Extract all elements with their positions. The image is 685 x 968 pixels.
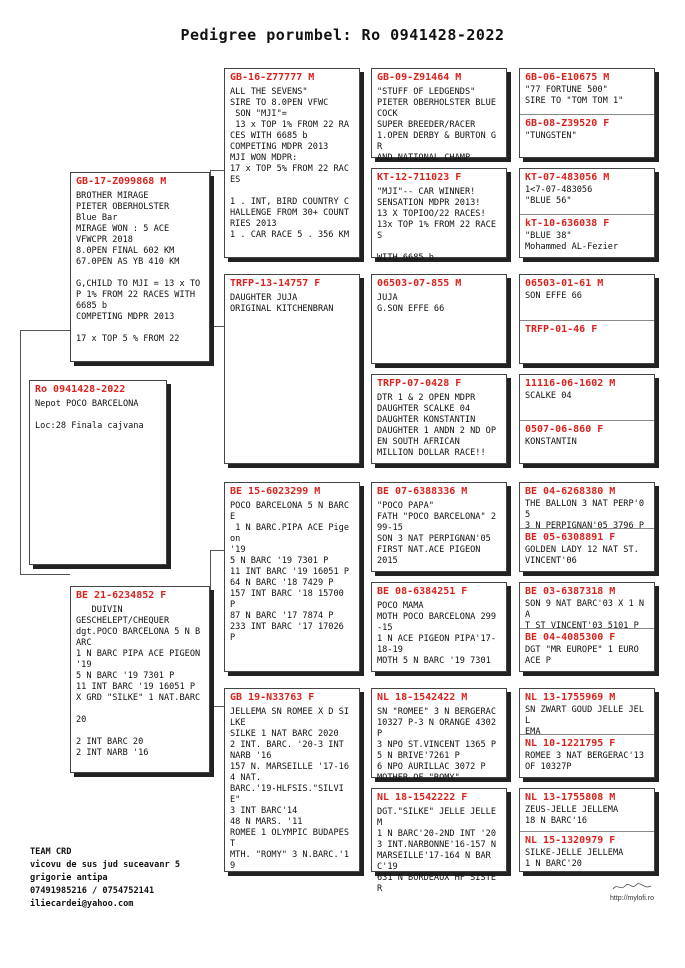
grandparent-ring: TRFP-13-14757 F — [230, 278, 321, 289]
gg-grandparent-info: SILKE-JELLE JELLEMA 1 N BARC'20 — [525, 848, 624, 869]
breeder-contact: TEAM CRD vicovu de sus jud suceavanr 5 grigorie antipa 07491985216 / 0754752141 iliecardei@yahoo.com — [30, 847, 181, 909]
gg-grandparent-pair — [519, 274, 655, 364]
gg-grandparent-pair — [519, 68, 655, 158]
gg-grandparent-info: SCALKE 04 — [525, 391, 572, 401]
gg-grandparent-ring: 0507-06-860 F — [525, 424, 604, 435]
great-grandparent-ring: TRFP-07-0428 F — [377, 378, 462, 389]
great-grandparent-ring: KT-12-711023 F — [377, 172, 462, 183]
subject-card[interactable] — [29, 380, 167, 565]
gg-grandparent-sire[interactable] — [520, 169, 654, 214]
gg-grandparent-sire[interactable] — [520, 483, 654, 531]
gg-grandparent-sire[interactable] — [520, 689, 654, 737]
gg-grandparent-ring: KT-07-483056 M — [525, 172, 610, 183]
gg-grandparent-ring: NL 13-1755969 M — [525, 692, 616, 703]
gg-grandparent-ring: BE 05-6308891 F — [525, 532, 616, 543]
great-grandparent-card[interactable] — [371, 582, 507, 672]
dam-ring: BE 21-6234852 F — [76, 590, 167, 601]
watermark-url: http://mylofi.ro — [610, 895, 654, 902]
gg-grandparent-info: THE BALLON 3 NAT PERP'05 3 N PERPIGNAN'05 3796 P — [525, 499, 644, 531]
subject-ring: Ro 0941428-2022 — [35, 384, 126, 395]
gg-grandparent-ring: BE 04-4085300 F — [525, 632, 616, 643]
gg-grandparent-info: 1<7-07-483056 "BLUE 56" — [525, 185, 593, 206]
gg-grandparent-info — [520, 335, 654, 337]
gg-grandparent-ring: NL 13-1755808 M — [525, 792, 616, 803]
grandsire-maternal-card[interactable] — [224, 482, 360, 672]
sire-info: BROTHER MIRAGE PIETER OBERHOLSTER Blue Bar MIRAGE WON : 5 ACE VFWCPR 2018 8.0PEN FINAL 602 KM 67.0PEN AS YB 410 KM G,CHILD TO MJI = 13 x TOP 1% FROM 22 RACES WITH 6685 b COMPETING MDPR 2013 17 x TOP 5 % FROM 22 — [76, 191, 201, 344]
gg-grandparent-dam[interactable] — [520, 321, 654, 365]
gg-grandparent-pair — [519, 168, 655, 258]
gg-grandparent-dam[interactable] — [520, 215, 654, 259]
gg-grandparent-info: SON EFFE 66 — [525, 291, 582, 301]
great-grandparent-ring: NL 18-1542422 M — [377, 692, 468, 703]
grandparent-info: JELLEMA SN ROMEE X D SILKE SILKE 1 NAT BARC 2020 2 INT. BARC. '20-3 INT NARB '16 157 N. MARSEILLE '17-164 NAT. BARC.'19-HLFSIS."SILVIE" 3 INT BARC'14 48 N MARS. '11 ROMEE 1 OLYMPIC BUDAPEST MTH. "ROMY" 3 N.BARC.'19 — [230, 707, 349, 871]
grandparent-info: POCO BARCELONA 5 N BARCE 1 N BARC.PIPA ACE Pigeon '19 5 N BARC '19 7301 P 11 INT BARC '19 16051 P 64 N BARC '18 7429 P 157 INT BARC '18 15700 P 87 N BARC '17 7874 P 233 INT BARC '17 17026 P — [230, 501, 350, 643]
grandparent-info: ALL THE SEVENS" SIRE TO 8.0PEN VFWC SON "MJI"= 13 x TOP 1% FROM 22 RACES WITH 6685 b COMPETING MDPR 2013 MJI WON MDPR: 17 x TOP 5% FROM 22 RACES 1 . INT, BIRD COUNTRY CHALLENGE FROM 30+ COUNTRIES 2013 1 . CAR RACE 5 . 356 KM — [230, 87, 350, 240]
gg-grandparent-ring: NL 15-1320979 F — [525, 835, 616, 846]
granddam-maternal-card[interactable] — [224, 688, 360, 872]
grandparent-info: DAUGHTER JUJA ORIGINAL KITCHENBRAN — [230, 293, 334, 314]
great-grandparent-info: DGT."SILKE" JELLE JELLEM 1 N BARC'20-2ND INT '20 3 INT.NARBONNE'16-157 N MARSEILLE'17-164 N BARC'19 631 N BORDEAUX HF SISTER — [377, 807, 496, 894]
gg-grandparent-info: DGT "MR EUROPE" 1 EURO ACE P — [525, 645, 639, 666]
gg-grandparent-info: "BLUE 38" Mohammed AL-Fezier — [525, 231, 619, 252]
gg-grandparent-dam[interactable] — [520, 832, 654, 873]
gg-grandparent-pair — [519, 374, 655, 464]
gg-grandparent-sire[interactable] — [520, 789, 654, 831]
gg-grandparent-ring: 6B-06-E10675 M — [525, 72, 610, 83]
gg-grandparent-info: "TUNGSTEN" — [525, 131, 577, 141]
signature-logo — [612, 882, 652, 892]
connector-line — [20, 330, 70, 331]
great-grandparent-info: JUJA G.SON EFFE 66 — [377, 293, 445, 314]
page-title: Pedigree porumbel: Ro 0941428-2022 — [180, 26, 505, 44]
granddam-paternal-card[interactable] — [224, 274, 360, 464]
gg-grandparent-info: ROMEE 3 NAT BERGERAC'13 OF 10327P — [525, 751, 644, 772]
great-grandparent-info: SN "ROMEE" 3 N BERGERAC 10327 P-3 N ORANGE 4302P 3 NPO ST.VINCENT 1365 P 5 N BRIVE'7261 P 6 NPO AURILLAC 3072 P MOTHER OF "ROMY" — [377, 707, 496, 783]
gg-grandparent-ring: TRFP-01-46 F — [525, 324, 598, 335]
great-grandparent-ring: BE 07-6388336 M — [377, 486, 468, 497]
gg-grandparent-ring: BE 04-6268380 M — [525, 486, 616, 497]
gg-grandparent-dam[interactable] — [520, 115, 654, 159]
great-grandparent-ring: BE 08-6384251 F — [377, 586, 468, 597]
gg-grandparent-ring: NL 10-1221795 F — [525, 738, 616, 749]
grandparent-ring: GB-16-Z77777 M — [230, 72, 315, 83]
gg-grandparent-info: SN ZWART GOUD JELLE JELL EMA — [525, 705, 644, 737]
great-grandparent-card[interactable] — [371, 168, 507, 263]
connector-line — [20, 330, 21, 574]
great-grandparent-info: "POCO PAPA" FATH "POCO BARCELONA" 299-15 SON 3 NAT PERPIGNAN'05 FIRST NAT.ACE PIGEON 2015 — [377, 501, 496, 566]
gg-grandparent-info: "77 FORTUNE 500" SIRE TO "TOM TOM 1" — [525, 85, 624, 106]
gg-grandparent-ring: 6B-08-Z39520 F — [525, 118, 610, 129]
great-grandparent-ring: GB-09-Z91464 M — [377, 72, 462, 83]
gg-grandparent-dam[interactable] — [520, 629, 654, 673]
connector-line — [210, 326, 224, 327]
gg-grandparent-ring: BE 03-6387318 M — [525, 586, 616, 597]
grandparent-ring: GB 19-N33763 F — [230, 692, 315, 703]
grandsire-paternal-card[interactable] — [224, 68, 360, 258]
gg-grandparent-dam[interactable] — [520, 735, 654, 779]
great-grandparent-card[interactable] — [371, 374, 507, 464]
great-grandparent-card[interactable] — [371, 482, 507, 572]
gg-grandparent-pair — [519, 688, 655, 778]
gg-grandparent-ring: 11116-06-1602 M — [525, 378, 616, 389]
great-grandparent-card[interactable] — [371, 688, 507, 783]
great-grandparent-info: DTR 1 & 2 OPEN MDPR DAUGHTER SCALKE 04 DAUGHTER KONSTANTIN DAUGHTER 1 ANDN 2 ND OPEN SOUTH AFRICAN MILLION DOLLAR RACE!! — [377, 393, 496, 458]
great-grandparent-info: "STUFF OF LEDGENDS" PIETER OBERHOLSTER BLUE COCK SUPER BREEDER/RACER 1.OPEN DERBY & BURTON GR AND NATIONAL CHAMP — [377, 87, 496, 163]
gg-grandparent-sire[interactable] — [520, 275, 654, 320]
sire-card[interactable] — [70, 172, 210, 362]
gg-grandparent-ring: 06503-01-61 M — [525, 278, 604, 289]
gg-grandparent-sire[interactable] — [520, 583, 654, 631]
connector-line — [210, 170, 224, 171]
great-grandparent-info: POCO MAMA MOTH POCO BARCELONA 299-15 1 N ACE PIGEON PIPA'17-18-19 MOTH 5 N BARC '19 7301 — [377, 601, 496, 666]
gg-grandparent-pair — [519, 788, 655, 872]
gg-grandparent-dam[interactable] — [520, 529, 654, 573]
great-grandparent-info: "MJI"-- CAR WINNER! SENSATION MDPR 2013! 13 X TOPIOO/22 RACES! 13x TOP 1% FROM 22 RACES WITH 6685 b — [377, 187, 496, 263]
great-grandparent-card[interactable] — [371, 68, 507, 163]
gg-grandparent-dam[interactable] — [520, 421, 654, 465]
gg-grandparent-pair — [519, 482, 655, 572]
sire-ring: GB-17-Z099868 M — [76, 176, 167, 187]
dam-card[interactable] — [70, 586, 210, 773]
connector-line — [210, 706, 224, 707]
gg-grandparent-ring: kT-10-636038 F — [525, 218, 610, 229]
great-grandparent-card[interactable] — [371, 788, 507, 894]
great-grandparent-card[interactable] — [371, 274, 507, 364]
great-grandparent-ring: 06503-07-855 M — [377, 278, 462, 289]
gg-grandparent-pair — [519, 582, 655, 672]
dam-info: DUIVIN GESCHELEPT/CHEQUER dgt.POCO BARCELONA 5 N BARC 1 N BARC PIPA ACE PIGEON '19 5 N BARC '19 7301 P 11 INT BARC '19 16051 P X GRD "SILKE" 1 NAT.BARC 20 2 INT BARC 20 2 INT NARB '16 — [76, 605, 201, 758]
connector-line — [20, 574, 70, 575]
gg-grandparent-info: SON 9 NAT BARC'03 X 1 NA T ST VINCENT'03 5101 P — [525, 599, 644, 631]
gg-grandparent-info: ZEUS-JELLE JELLEMA 18 N BARC'16 — [525, 805, 619, 826]
connector-line — [210, 550, 224, 551]
connector-line — [210, 170, 211, 326]
gg-grandparent-sire[interactable] — [520, 69, 654, 114]
gg-grandparent-sire[interactable] — [520, 375, 654, 420]
connector-line — [210, 550, 211, 706]
subject-info: Nepot POCO BARCELONA Loc:28 Finala cajvana — [35, 399, 144, 431]
gg-grandparent-info: KONSTANTIN — [525, 437, 577, 447]
great-grandparent-ring: NL 18-1542222 F — [377, 792, 468, 803]
gg-grandparent-info: GOLDEN LADY 12 NAT ST. VINCENT'06 — [525, 545, 645, 566]
grandparent-ring: BE 15-6023299 M — [230, 486, 321, 497]
